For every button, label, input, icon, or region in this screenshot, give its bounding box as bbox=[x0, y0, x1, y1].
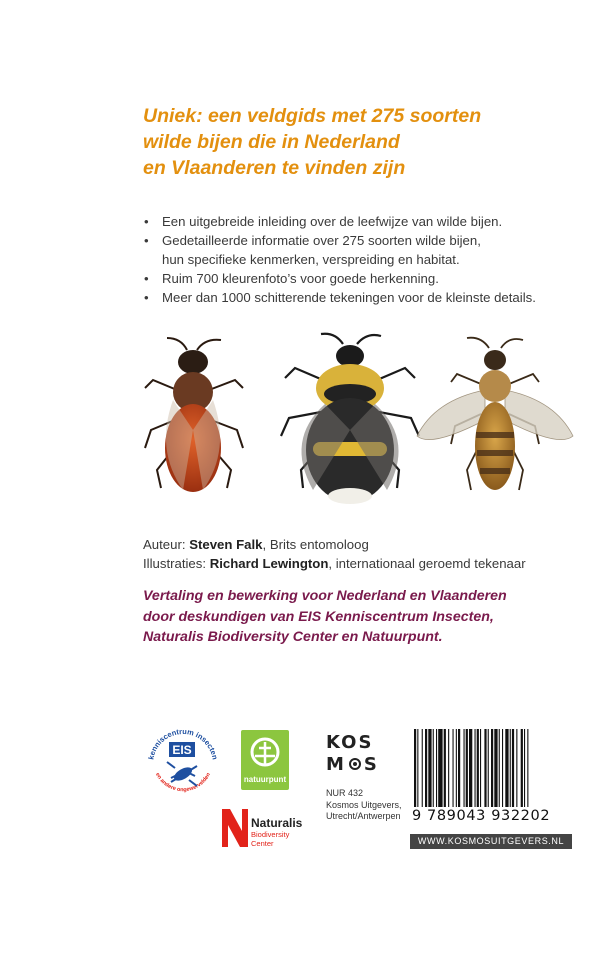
barcode-bar bbox=[480, 729, 481, 807]
red-mason-bee-image bbox=[145, 338, 243, 492]
translation-note: Vertaling en bewerking voor Nederland en Vlaanderen door deskundigen van EIS Kenniscentrum Insecten, Naturalis Biodiversity Center en Natuurpunt. bbox=[143, 588, 507, 645]
headline bbox=[143, 103, 573, 181]
barcode-bar bbox=[527, 729, 528, 807]
barcode-bar bbox=[466, 729, 468, 807]
barcode-bar bbox=[494, 729, 497, 807]
headline-line: en Vlaanderen te vinden zijn bbox=[143, 157, 406, 179]
svg-text:Biodiversity: Biodiversity bbox=[251, 830, 290, 839]
barcode-bar bbox=[422, 729, 423, 807]
svg-text:en andere ongewervelden: en andere ongewervelden bbox=[153, 772, 213, 794]
eis-logo bbox=[145, 722, 221, 804]
barcode-bar bbox=[491, 729, 493, 807]
barcode-bar bbox=[499, 729, 500, 807]
bee-illustrations bbox=[135, 330, 575, 520]
barcode-bar bbox=[417, 729, 418, 807]
barcode-bar bbox=[502, 729, 503, 807]
barcode-bar bbox=[433, 729, 434, 807]
bumblebee-image bbox=[281, 334, 419, 504]
barcode-bar bbox=[516, 729, 517, 807]
svg-text:natuurpunt: natuurpunt bbox=[243, 775, 287, 784]
barcode-bar bbox=[428, 729, 431, 807]
barcode-bar bbox=[438, 729, 442, 807]
feature-item: • Meer dan 1000 schitterende tekeningen voor de kleinste details. bbox=[143, 288, 583, 307]
credits bbox=[143, 535, 526, 573]
isbn-barcode bbox=[408, 729, 572, 845]
barcode-bar bbox=[444, 729, 446, 807]
natuurpunt-logo bbox=[241, 730, 289, 790]
headline-line: wilde bijen die in Nederland bbox=[143, 131, 400, 153]
kosmos-dot-icon bbox=[348, 757, 362, 771]
barcode-bar bbox=[414, 729, 416, 807]
barcode-bar bbox=[505, 729, 508, 807]
kosmos-logo: KOS M S bbox=[326, 732, 379, 775]
barcode-bar bbox=[524, 729, 525, 807]
author-name: Steven Falk bbox=[189, 537, 263, 552]
feature-item: • Een uitgebreide inleiding over de leefwijze van wilde bijen. bbox=[143, 212, 583, 231]
barcode-bar bbox=[458, 729, 460, 807]
headline-line: Uniek: een veldgids met 275 soorten bbox=[143, 105, 482, 127]
website-url: WWW.KOSMOSUITGEVERS.NL bbox=[410, 834, 572, 849]
feature-item: • Gedetailleerde informatie over 275 soorten wilde bijen, hun specifieke kenmerken, verspreiding en habitat. bbox=[143, 231, 583, 269]
isbn-number: 9 789043 932202 bbox=[412, 808, 551, 824]
svg-text:Naturalis: Naturalis bbox=[251, 816, 303, 830]
barcode-bar bbox=[436, 729, 437, 807]
svg-text:EIS: EIS bbox=[172, 743, 192, 757]
svg-text:Center: Center bbox=[251, 839, 274, 848]
barcode-bar bbox=[469, 729, 472, 807]
feature-item: • Ruim 700 kleurenfoto’s voor goede herkenning. bbox=[143, 269, 583, 288]
feature-list bbox=[143, 212, 583, 307]
barcode-bar bbox=[448, 729, 449, 807]
barcode-bar bbox=[484, 729, 486, 807]
barcode-bar bbox=[425, 729, 427, 807]
illustrator-name: Richard Lewington bbox=[209, 556, 329, 571]
barcode-bar bbox=[464, 729, 465, 807]
barcode-bar bbox=[453, 729, 454, 807]
barcode-bar bbox=[456, 729, 457, 807]
barcode-bar bbox=[475, 729, 476, 807]
publisher-info: NUR 432 Kosmos Uitgevers, Utrecht/Antwerpen bbox=[326, 788, 402, 821]
barcode-bar bbox=[521, 729, 523, 807]
barcode-bar bbox=[510, 729, 511, 807]
svg-text:kenniscentrum insecten: kenniscentrum insecten bbox=[146, 726, 220, 761]
barcode-bar bbox=[512, 729, 514, 807]
naturalis-logo bbox=[220, 803, 310, 851]
barcode-bar bbox=[477, 729, 479, 807]
illustrator-credit: Illustraties: Richard Lewington, internationaal geroemd tekenaar bbox=[143, 556, 526, 571]
honeybee-image bbox=[417, 338, 573, 490]
barcode-bar bbox=[488, 729, 489, 807]
author-credit: Auteur: Steven Falk, Brits entomoloog bbox=[143, 537, 369, 552]
